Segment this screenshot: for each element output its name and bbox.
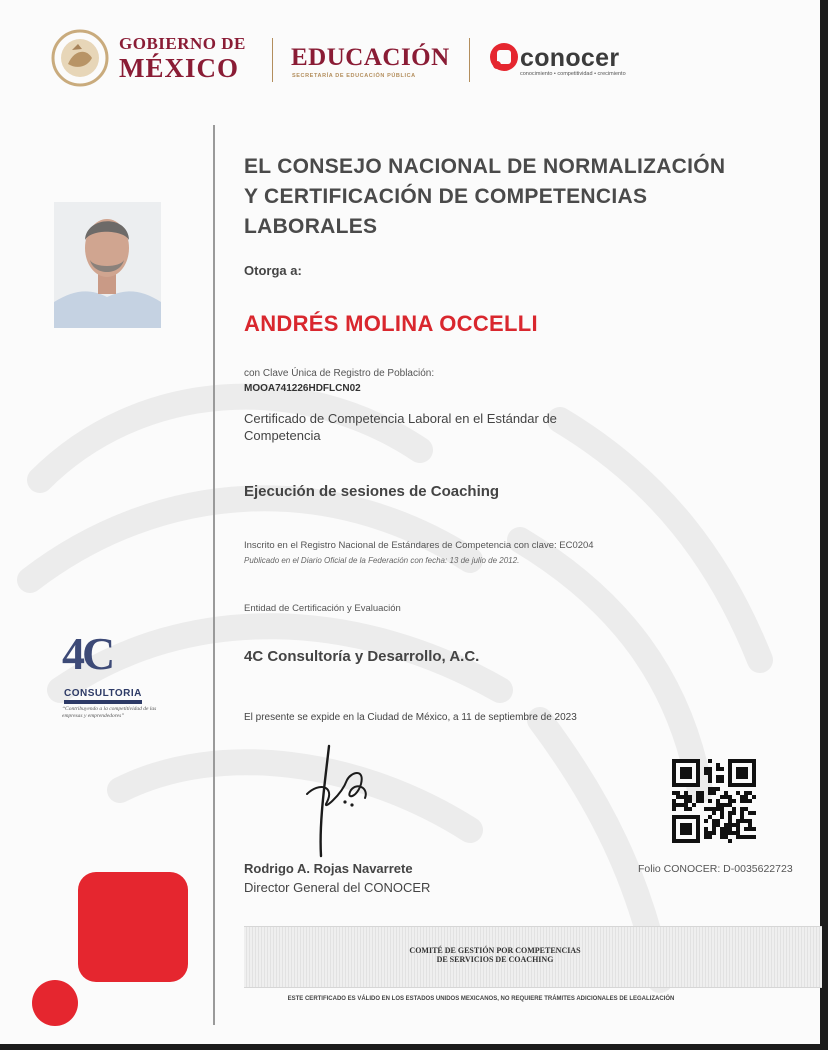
entity-label: Entidad de Certificación y Evaluación bbox=[244, 603, 401, 614]
issued-date-text: El presente se expide en la Ciudad de México, a 11 de septiembre de 2023 bbox=[244, 712, 577, 723]
committee-name bbox=[244, 946, 746, 964]
gobierno-line1: GOBIERNO DE bbox=[119, 34, 246, 53]
conocer-logo-text: conocer bbox=[520, 44, 620, 72]
decorative-red-circle bbox=[32, 980, 78, 1026]
folio-number: Folio CONOCER: D-0035622723 bbox=[638, 863, 793, 875]
standard-name: Ejecución de sesiones de Coaching bbox=[244, 483, 500, 500]
entity-logo-tagline: “Contribuyendo a la competitividad de las empresas y emprendedores” bbox=[62, 706, 157, 719]
conocer-logo-icon bbox=[489, 42, 519, 72]
sep-subtitle: SECRETARÍA DE EDUCACIÓN PÚBLICA bbox=[292, 73, 416, 79]
bottom-frame-edge bbox=[0, 1044, 828, 1050]
entity-name: 4C Consultoría y Desarrollo, A.C. bbox=[244, 648, 480, 665]
mexico-seal-icon bbox=[48, 28, 112, 88]
header-divider bbox=[469, 38, 470, 82]
entity-logo-mark: 4C bbox=[62, 628, 113, 679]
gobierno-line2: MÉXICO bbox=[119, 53, 239, 83]
recipient-name: ANDRÉS MOLINA OCCELLI bbox=[244, 311, 538, 336]
legal-notice: ESTE CERTIFICADO ES VÁLIDO EN LOS ESTADOS UNIDOS MEXICANOS, NO REQUIERE TRÁMITES ADICIONALES DE LEGALIZACIÓN bbox=[287, 996, 675, 1002]
curp-value: MOOA741226HDFLCN02 bbox=[244, 383, 361, 394]
entity-4c-logo bbox=[62, 628, 158, 740]
qr-code bbox=[672, 759, 756, 843]
committee-line2: DE SERVICIOS DE COACHING bbox=[436, 955, 554, 964]
otorga-label: Otorga a: bbox=[244, 263, 302, 278]
registry-text: Inscrito en el Registro Nacional de Estándares de Competencia con clave: EC0204 bbox=[244, 540, 594, 551]
signer-title: Director General del CONOCER bbox=[244, 880, 431, 895]
signer-name: Rodrigo A. Rojas Navarrete bbox=[244, 861, 413, 876]
committee-line1: COMITÉ DE GESTIÓN POR COMPETENCIAS bbox=[409, 946, 581, 955]
certificate-type: Certificado de Competencia Laboral en el Estándar de Competencia bbox=[244, 411, 557, 443]
right-frame-edge bbox=[820, 0, 828, 1050]
decorative-red-square bbox=[78, 872, 188, 982]
signature bbox=[295, 742, 385, 860]
educacion-logo: EDUCACIÓN bbox=[291, 44, 450, 71]
vertical-divider bbox=[213, 125, 215, 1025]
header-divider bbox=[272, 38, 273, 82]
entity-logo-name: CONSULTORIA bbox=[64, 688, 142, 704]
curp-label: con Clave Única de Registro de Población: bbox=[244, 368, 435, 379]
issuer-title: EL CONSEJO NACIONAL DE NORMALIZACIÓN Y CERTIFICACIÓN DE COMPETENCIAS LABORALES bbox=[244, 155, 726, 238]
gobierno-de-mexico-logo bbox=[119, 34, 269, 82]
publication-text: Publicado en el Diario Oficial de la Federación con fecha: 13 de julio de 2012. bbox=[244, 556, 520, 565]
recipient-photo bbox=[54, 202, 161, 328]
conocer-tagline: conocimiento • competitividad • crecimiento bbox=[520, 71, 626, 77]
